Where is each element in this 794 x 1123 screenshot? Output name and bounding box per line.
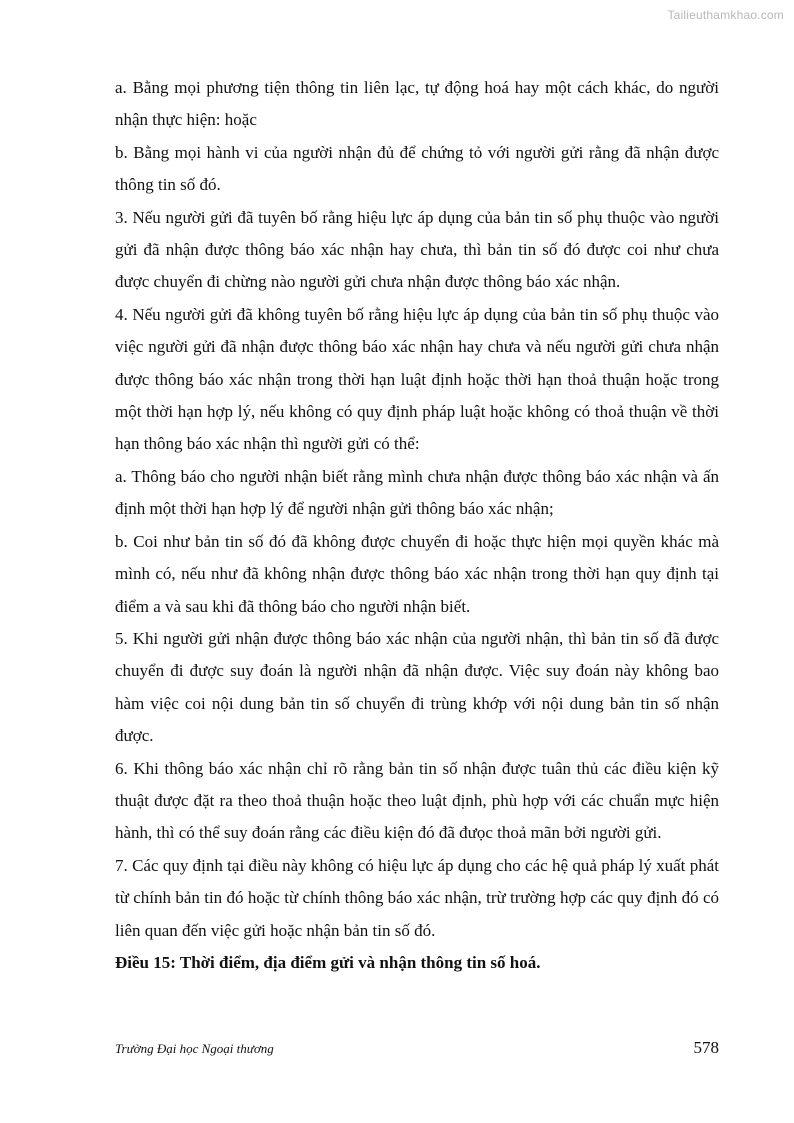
paragraph-b-behavior: b. Bằng mọi hành vi của người nhận đủ để chứng tỏ với người gửi rằng đã nhận được thông tin số đó. (115, 142, 719, 195)
paragraph-a-communication: a. Bằng mọi phương tiện thông tin liên lạc, tự động hoá hay một cách khác, do người nhận thực hiện: hoặc (115, 78, 719, 130)
paragraph-7: 7. Các quy định tại điều này không có hiệu lực áp dụng cho các hệ quả pháp lý xuất phát từ chính bản tin đó hoặc từ chính thông báo xác nhận, trừ trường hợp các quy định đó có liên quan đến việc gửi hoặc nhận bản tin số đó. (115, 855, 719, 940)
page-footer (115, 1038, 719, 1058)
paragraph-3: 3. Nếu người gửi đã tuyên bố rằng hiệu lực áp dụng của bản tin số phụ thuộc vào người gửi đã nhận được thông báo xác nhận hay chưa, thì bản tin số đó được coi như chưa được chuyển đi chừng nào người gửi chưa nhận được thông báo xác nhận. (115, 207, 719, 292)
paragraph-4a: a. Thông báo cho người nhận biết rằng mình chưa nhận được thông báo xác nhận và ấn định một thời hạn hợp lý để người nhận gửi thông báo xác nhận; (115, 466, 719, 519)
footer-school-name: Trường Đại học Ngoại thương (115, 1041, 274, 1056)
paragraph-4b: b. Coi như bản tin số đó đã không được chuyển đi hoặc thực hiện mọi quyền khác mà mình có, nếu như đã không nhận được thông báo xác nhận trong thời hạn quy định tại điểm a và sau khi đã thông báo cho người nhận biết. (115, 531, 719, 616)
article-15-heading: Điều 15: Thời điểm, địa điểm gửi và nhận thông tin số hoá. (115, 952, 541, 972)
paragraph-5: 5. Khi người gửi nhận được thông báo xác nhận của người nhận, thì bản tin số đã được chuyển đi được suy đoán là người nhận đã nhận được. Việc suy đoán này không bao hàm việc coi nội dung bản tin số chuyển đi trùng khớp với nội dung bản tin số nhận được. (115, 628, 719, 746)
watermark-text: Tailieuthamkhao.com (667, 8, 784, 22)
paragraph-4: 4. Nếu người gửi đã không tuyên bố rằng hiệu lực áp dụng của bản tin số phụ thuộc vào việc người gửi đã nhận được thông báo xác nhận hay chưa và nếu người gửi chưa nhận được thông báo xác nhận trong thời hạn luật định hoặc thời hạn thoả thuận hoặc trong một thời hạn hợp lý, nếu không có quy định pháp luật hoặc không có thoả thuận về thời hạn thông báo xác nhận thì người gửi có thể: (115, 304, 719, 454)
paragraph-6: 6. Khi thông báo xác nhận chỉ rõ rằng bản tin số nhận được tuân thủ các điều kiện kỹ thuật được đặt ra theo thoả thuận hoặc theo luật định, phù hợp với các chuẩn mực hiện hành, thì có thể suy đoán rằng các điều kiện đó đã đưọc thoả mãn bởi người gửi. (115, 758, 719, 843)
document-body (115, 72, 719, 979)
page-number: 578 (693, 1038, 719, 1057)
